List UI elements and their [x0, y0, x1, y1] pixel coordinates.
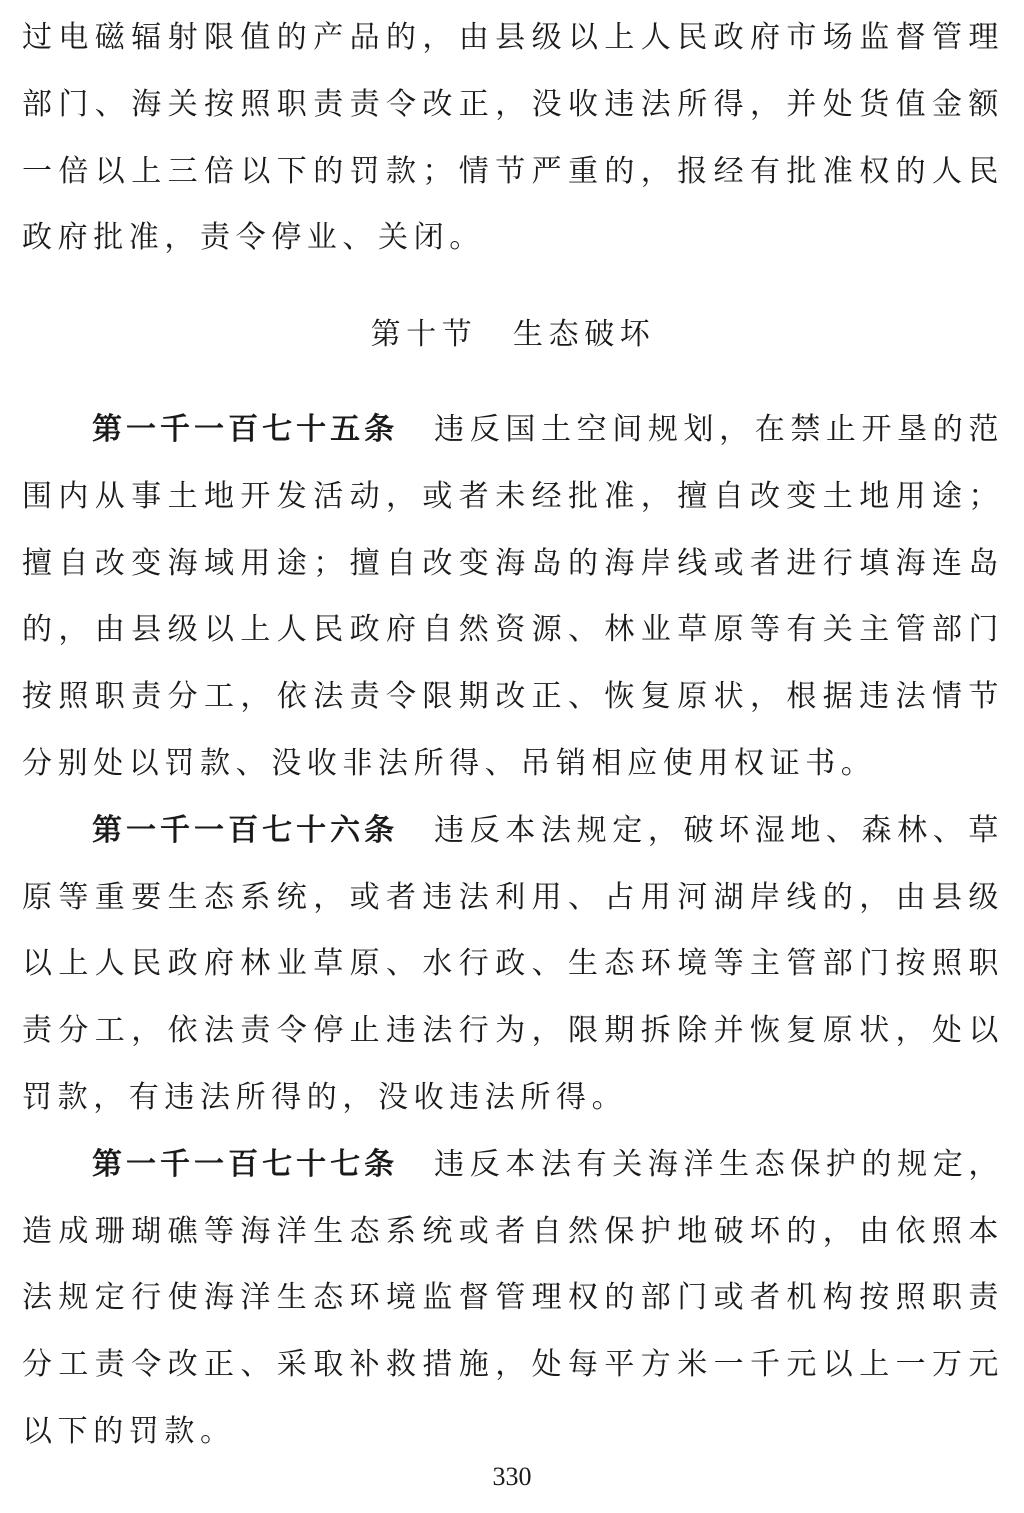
article-number: 第一千一百七十五条 — [92, 411, 399, 447]
article-text: 违反本法规定，破坏湿地、森林、草原等重要生态系统，或者违法利用、占用河湖岸线的，由县级以上人民政府林业草原、水行政、生态环境等主管部门按照职责分工，依法责令停止违法行为，限期拆除并恢复原状，处以罚款，有违法所得的，没收违法所得。 — [22, 812, 1004, 1115]
document-page — [22, 0, 1004, 1466]
page-number: 330 — [492, 1462, 532, 1491]
section-title: 第十节 生态破坏 — [370, 317, 656, 353]
article-text: 违反本法有关海洋生态保护的规定，造成珊瑚礁等海洋生态系统或者自然保护地破坏的，由依照本法规定行使海洋生态环境监督管理权的部门或者机构按照职责分工责令改正、采取补救措施，处每平方米一千元以上一万元以下的罚款。 — [22, 1146, 1004, 1449]
article-1177 — [22, 1132, 1004, 1466]
article-number: 第一千一百七十七条 — [92, 1146, 399, 1182]
article-1176 — [22, 798, 1004, 1132]
article-number: 第一千一百七十六条 — [92, 812, 399, 848]
article-1175 — [22, 397, 1004, 798]
article-text: 违反国土空间规划，在禁止开垦的范围内从事土地开发活动，或者未经批准，擅自改变土地用途；擅自改变海域用途；擅自改变海岛的海岸线或者进行填海连岛的，由县级以上人民政府自然资源、林业草原等有关主管部门按照职责分工，依法责令限期改正、恢复原状，根据违法情节分别处以罚款、没收非法所得、吊销相应使用权证书。 — [22, 411, 1004, 781]
continuation-paragraph: 过电磁辐射限值的产品的，由县级以上人民政府市场监督管理部门、海关按照职责责令改正，没收违法所得，并处货值金额一倍以上三倍以下的罚款；情节严重的，报经有批准权的人民政府批准，责令停业、关闭。 — [22, 20, 1004, 256]
